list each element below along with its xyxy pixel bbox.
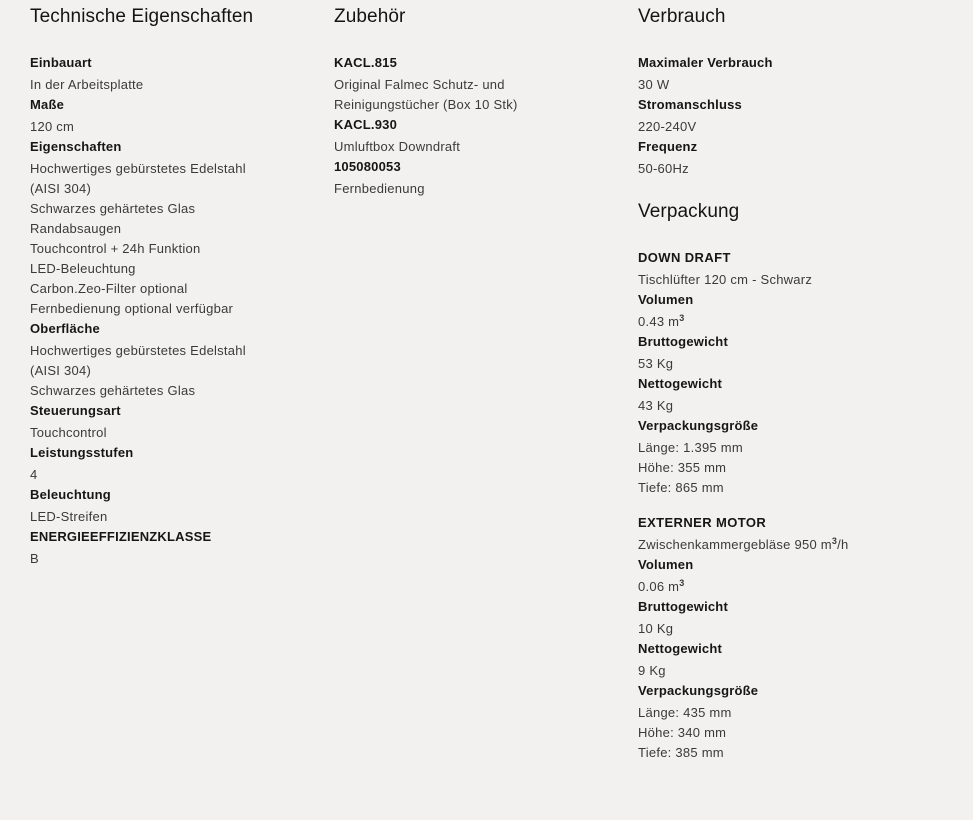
down-draft-gross-weight-label: Bruttogewicht [638, 334, 728, 349]
external-motor-volume-label: Volumen [638, 557, 694, 572]
external-motor-net-weight-label: Nettogewicht [638, 641, 723, 656]
consumption-label: Stromanschluss [638, 97, 742, 112]
packaging-list [638, 248, 958, 763]
external-motor-label: EXTERNER MOTOR [638, 515, 767, 530]
accessories-list [334, 53, 624, 199]
down-draft-depth: Tiefe: 865 mm [638, 480, 724, 495]
consumption-list [638, 53, 958, 179]
group-spacer [638, 498, 958, 513]
consumption-value: 50-60Hz [638, 161, 689, 176]
accessory-label: 105080053 [334, 159, 401, 174]
accessory-value: Reinigungstücher (Box 10 Stk) [334, 97, 518, 112]
down-draft-volume-value: 0.43 $m^3$ [638, 313, 685, 329]
down-draft-height: Höhe: 355 mm [638, 460, 727, 475]
spec-value: LED-Beleuchtung [30, 261, 136, 276]
spec-label: Maße [30, 97, 65, 112]
external-motor-depth: Tiefe: 385 mm [638, 745, 724, 760]
spec-value: Randabsaugen [30, 221, 122, 236]
accessory-value: Original Falmec Schutz- und [334, 77, 505, 92]
technical-properties-column [30, 0, 320, 569]
spec-value: Hochwertiges gebürstetes Edelstahl [30, 161, 246, 176]
external-motor-gross-weight-label: Bruttogewicht [638, 599, 728, 614]
consumption-label: Maximaler Verbrauch [638, 55, 773, 70]
accessory-label: KACL.815 [334, 55, 398, 70]
spec-value: Hochwertiges gebürstetes Edelstahl [30, 343, 246, 358]
technical-properties-title: Technische Eigenschaften [30, 6, 254, 27]
down-draft-description: Tischlüfter 120 cm - Schwarz [638, 272, 813, 287]
external-motor-length: Länge: 435 mm [638, 705, 732, 720]
consumption-value: 30 W [638, 77, 670, 92]
packaging-title: Verpackung [638, 201, 740, 222]
spec-label: Eigenschaften [30, 139, 122, 154]
consumption-title: Verbrauch [638, 6, 726, 27]
external-motor-package-size-label: Verpackungsgröße [638, 683, 759, 698]
spec-label: Leistungsstufen [30, 445, 134, 460]
spec-value: 4 [30, 467, 38, 482]
accessory-value: Umluftbox Downdraft [334, 139, 461, 154]
external-motor-net-weight-value: 9 Kg [638, 663, 666, 678]
spec-value: Carbon.Zeo-Filter optional [30, 281, 188, 296]
down-draft-label: DOWN DRAFT [638, 250, 731, 265]
spec-value: (AISI 304) [30, 181, 92, 196]
spec-value: LED-Streifen [30, 509, 108, 524]
spec-value: Schwarzes gehärtetes Glas [30, 383, 196, 398]
consumption-column [638, 0, 958, 763]
external-motor-gross-weight-value: 10 Kg [638, 621, 674, 636]
technical-properties-list [30, 53, 320, 569]
spec-value: Fernbedienung optional verfügbar [30, 301, 234, 316]
accessories-title: Zubehör [334, 6, 406, 27]
spec-label: Einbauart [30, 55, 92, 70]
spec-label: Oberfläche [30, 321, 100, 336]
down-draft-volume-label: Volumen [638, 292, 694, 307]
external-motor-volume-value: 0.06 $m^3$ [638, 578, 685, 594]
spec-value: B [30, 551, 39, 566]
spec-value: (AISI 304) [30, 363, 92, 378]
accessory-value: Fernbedienung [334, 181, 425, 196]
spec-value: Schwarzes gehärtetes Glas [30, 201, 196, 216]
spec-label: ENERGIEEFFIZIENZKLASSE [30, 529, 212, 544]
accessories-column [334, 0, 624, 199]
external-motor-description: Zwischenkammergebläse 950 $m^3/h$ [638, 536, 849, 552]
down-draft-length: Länge: 1.395 mm [638, 440, 743, 455]
spec-label: Beleuchtung [30, 487, 111, 502]
consumption-value: 220-240V [638, 119, 697, 134]
down-draft-net-weight-label: Nettogewicht [638, 376, 723, 391]
down-draft-package-size-label: Verpackungsgröße [638, 418, 759, 433]
consumption-label: Frequenz [638, 139, 698, 154]
external-motor-height: Höhe: 340 mm [638, 725, 727, 740]
spec-value: Touchcontrol + 24h Funktion [30, 241, 201, 256]
spec-value: In der Arbeitsplatte [30, 77, 144, 92]
spec-value: 120 cm [30, 119, 75, 134]
spec-value: Touchcontrol [30, 425, 107, 440]
down-draft-net-weight-value: 43 Kg [638, 398, 674, 413]
accessory-label: KACL.930 [334, 117, 398, 132]
spec-label: Steuerungsart [30, 403, 121, 418]
down-draft-gross-weight-value: 53 Kg [638, 356, 674, 371]
